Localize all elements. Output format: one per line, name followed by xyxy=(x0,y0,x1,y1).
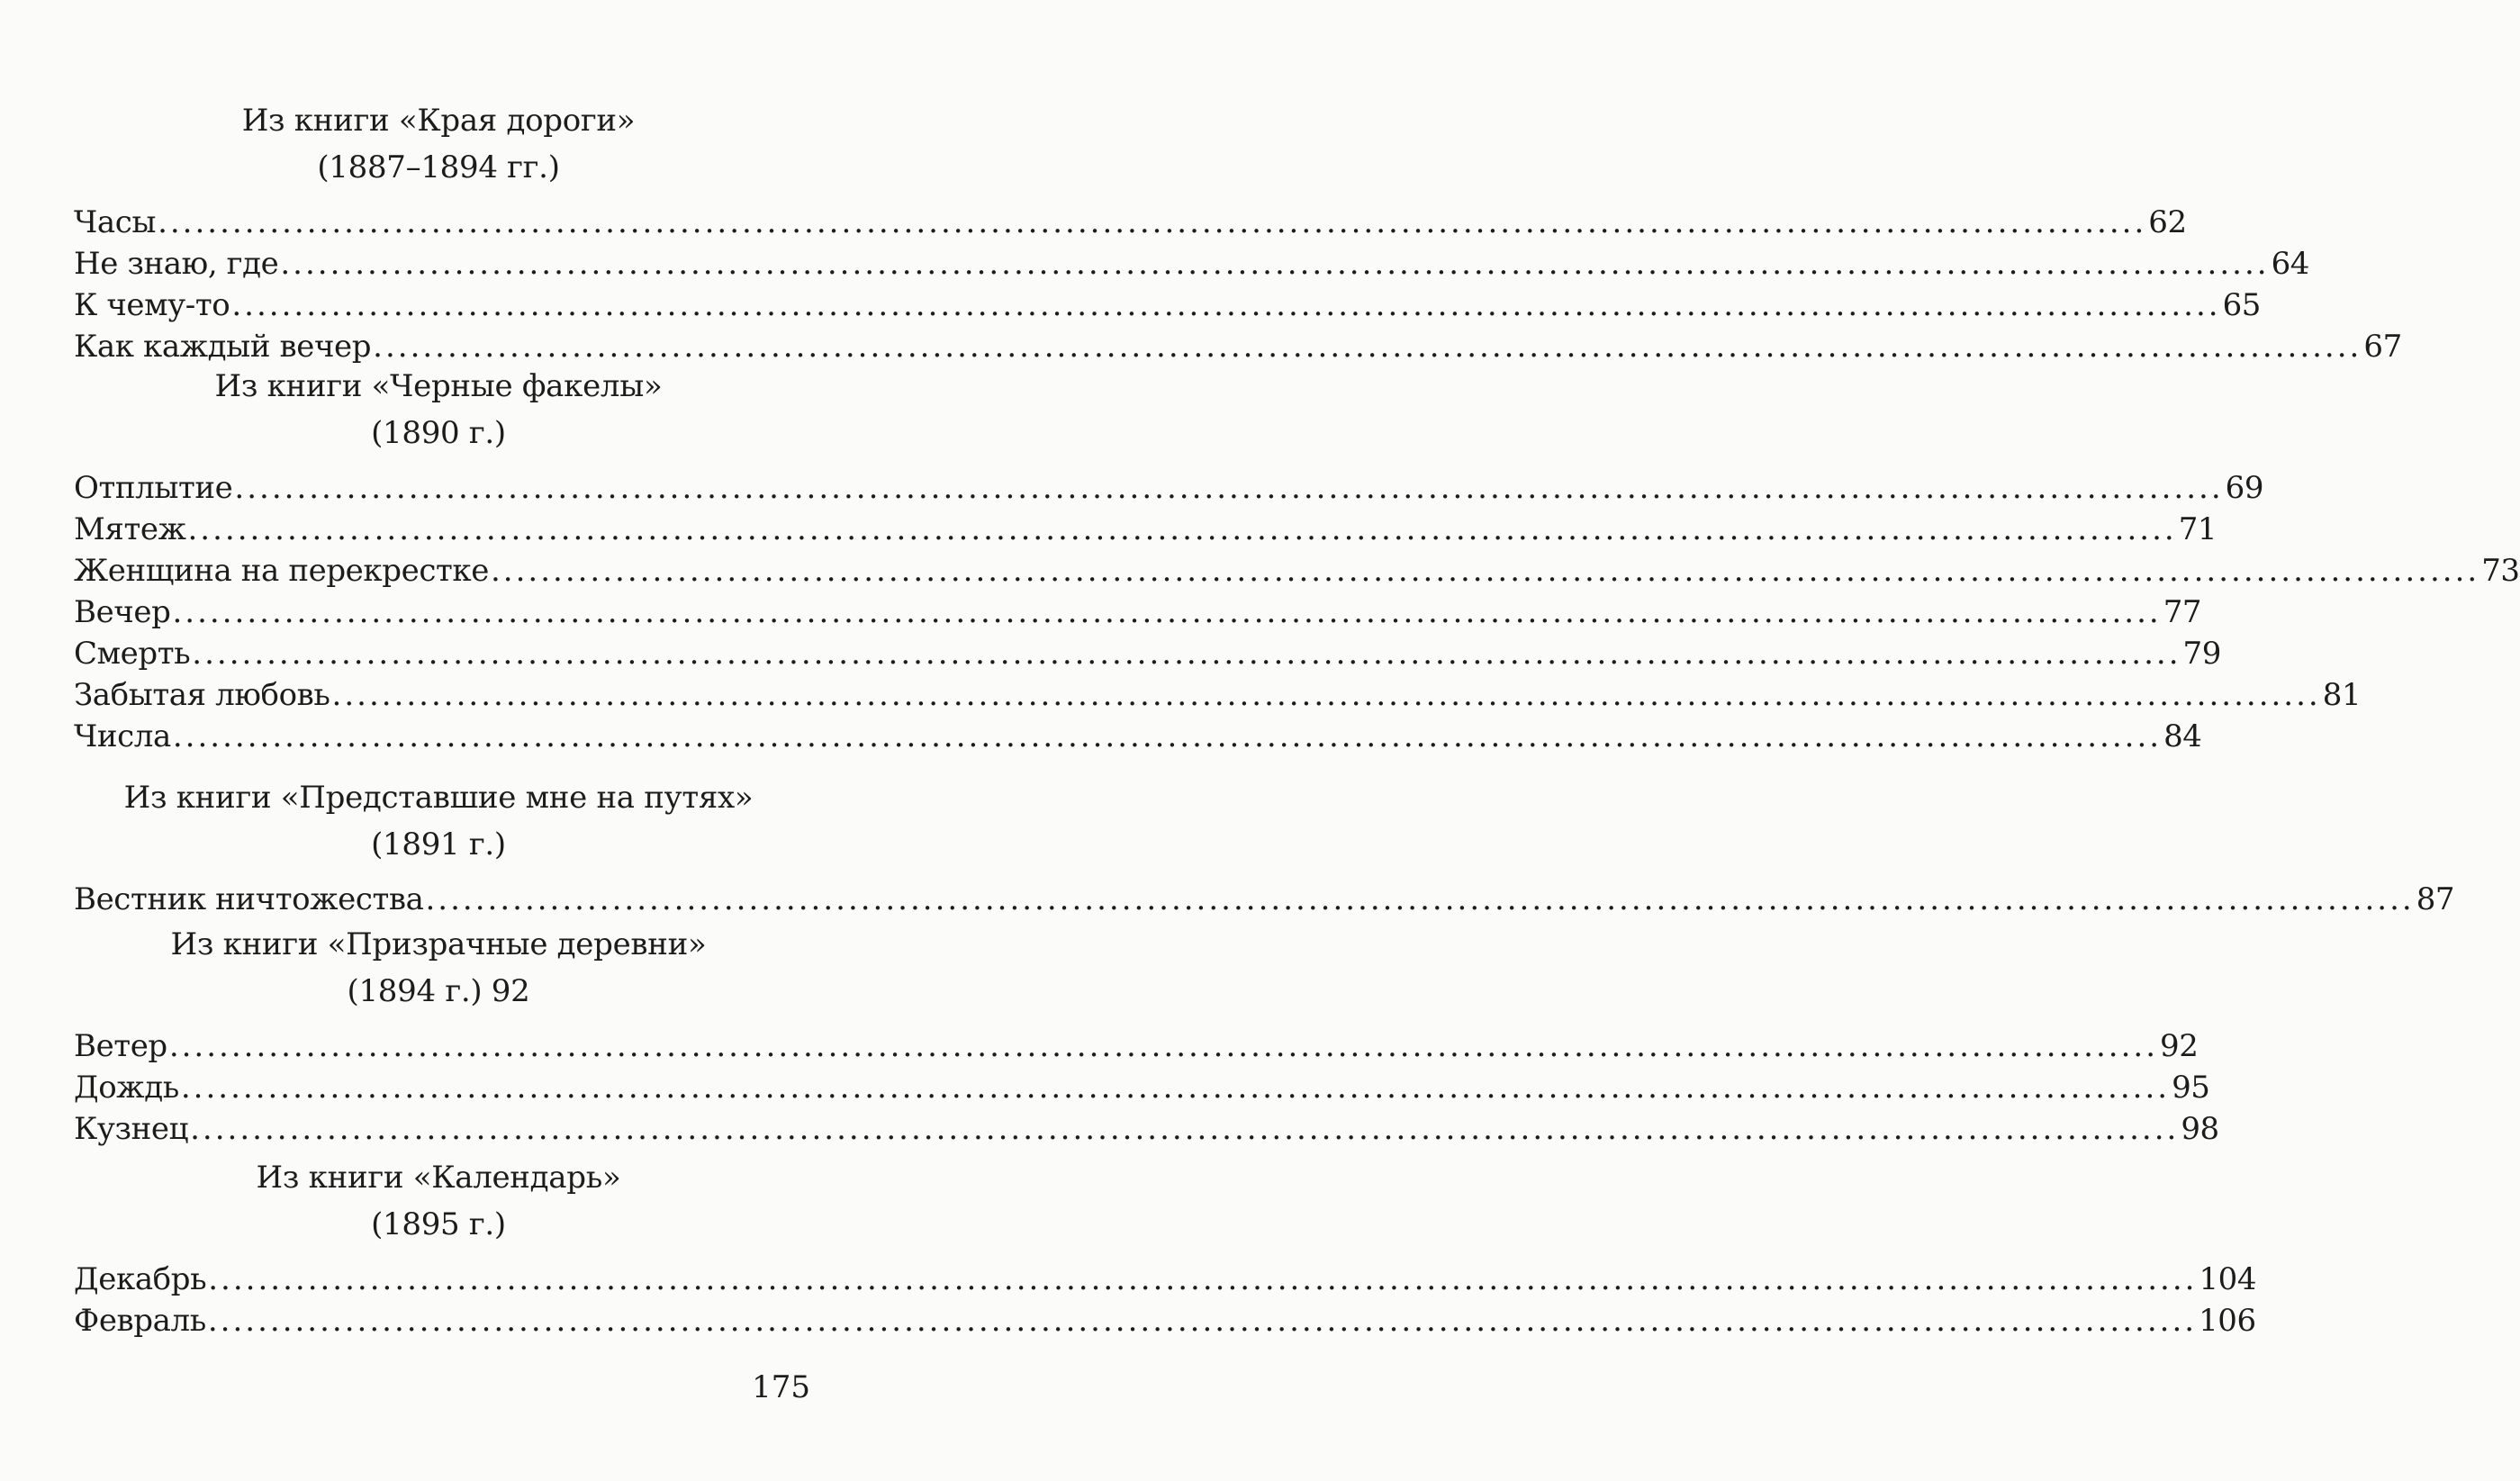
section-years: (1891 г.) xyxy=(371,826,506,862)
section-heading: Из книги «Призрачные деревни» xyxy=(170,926,707,962)
entry-page: 92 xyxy=(2160,1028,2199,1064)
toc-entry xyxy=(74,716,2202,757)
toc-section xyxy=(74,363,2520,757)
dot-leader: ................................................................................................................................................................ xyxy=(207,1303,2198,1339)
entry-page: 69 xyxy=(2225,470,2264,506)
entry-title: Декабрь xyxy=(74,1261,207,1297)
entry-title: Февраль xyxy=(74,1303,206,1339)
toc-entries xyxy=(74,1259,2257,1341)
entry-page: 71 xyxy=(2178,511,2217,547)
dot-leader: ................................................................................................................................................................ xyxy=(373,329,2362,365)
entry-page: 104 xyxy=(2199,1261,2257,1297)
section-years: (1887–1894 гг.) xyxy=(317,149,560,185)
entry-title: Мятеж xyxy=(74,511,186,547)
entry-title: К чему-то xyxy=(74,287,230,323)
toc-entries xyxy=(74,467,2520,757)
entry-title: Забытая любовь xyxy=(74,677,330,713)
dot-leader: ................................................................................................................................................................ xyxy=(331,677,2321,713)
dot-leader: ................................................................................................................................................................ xyxy=(190,1111,2180,1147)
toc-entry xyxy=(74,633,2221,674)
dot-leader: ................................................................................................................................................................ xyxy=(168,1028,2159,1064)
entry-title: Отплытие xyxy=(74,470,233,506)
entry-page: 106 xyxy=(2199,1303,2256,1339)
section-heading: Из книги «Края дороги» xyxy=(241,103,636,139)
toc-entry xyxy=(74,509,2217,550)
entry-title: Смерть xyxy=(74,636,191,672)
section-heading: Из книги «Представшие мне на путях» xyxy=(123,780,754,816)
toc-section xyxy=(74,774,2455,920)
entry-page: 73 xyxy=(2481,553,2520,589)
entry-page: 98 xyxy=(2181,1111,2219,1147)
entry-page: 95 xyxy=(2172,1070,2210,1106)
entry-page: 65 xyxy=(2222,287,2262,323)
entry-title: Дождь xyxy=(74,1070,179,1106)
dot-leader: ................................................................................................................................................................ xyxy=(158,204,2147,240)
toc-entry xyxy=(74,1025,2199,1067)
toc-entry xyxy=(74,1259,2257,1300)
dot-leader: ................................................................................................................................................................ xyxy=(180,1070,2171,1106)
section-heading: Из книги «Черные факелы» xyxy=(214,368,663,404)
toc-entry xyxy=(74,1067,2210,1108)
entry-page: 67 xyxy=(2363,329,2402,365)
entry-page: 81 xyxy=(2322,677,2362,713)
dot-leader: ................................................................................................................................................................ xyxy=(187,511,2177,547)
entry-page: 84 xyxy=(2163,718,2202,754)
entry-page: 77 xyxy=(2163,594,2202,630)
entry-title: Часы xyxy=(74,204,157,240)
entry-title: Как каждый вечер xyxy=(74,329,372,365)
toc-entry xyxy=(74,674,2362,716)
toc-entry xyxy=(74,550,2520,591)
toc-entries xyxy=(74,879,2455,920)
toc-entries xyxy=(74,202,2402,367)
toc-entry xyxy=(74,1108,2219,1150)
entry-title: Кузнец xyxy=(74,1111,189,1147)
toc-entry xyxy=(74,326,2402,367)
entry-page: 79 xyxy=(2182,636,2221,672)
entry-title: Числа xyxy=(74,718,171,754)
entry-title: Вестник ничтожества xyxy=(74,881,424,917)
dot-leader: ................................................................................................................................................................ xyxy=(172,718,2163,754)
entry-title: Не знаю, где xyxy=(74,246,279,282)
toc-section xyxy=(74,97,2402,367)
dot-leader: ................................................................................................................................................................ xyxy=(172,594,2162,630)
toc-entry xyxy=(74,1300,2256,1341)
dot-leader: ................................................................................................................................................................ xyxy=(234,470,2224,506)
section-heading: Из книги «Календарь» xyxy=(256,1160,621,1196)
dot-leader: ................................................................................................................................................................ xyxy=(280,246,2270,282)
section-years: (1890 г.) xyxy=(371,415,506,451)
entry-title: Женщина на перекрестке xyxy=(74,553,489,589)
toc-entry xyxy=(74,879,2455,920)
entry-page: 64 xyxy=(2271,246,2310,282)
toc-section xyxy=(74,1154,2257,1341)
section-years: (1895 г.) xyxy=(371,1206,506,1242)
dot-leader: ................................................................................................................................................................ xyxy=(231,287,2221,323)
dot-leader: ................................................................................................................................................................ xyxy=(490,553,2480,589)
toc-entry xyxy=(74,243,2310,284)
toc-entry xyxy=(74,284,2262,326)
section-years: (1894 г.) 92 xyxy=(347,973,530,1009)
toc-entry xyxy=(74,202,2187,243)
entry-page: 87 xyxy=(2416,881,2455,917)
dot-leader: ................................................................................................................................................................ xyxy=(192,636,2181,672)
dot-leader: ................................................................................................................................................................ xyxy=(425,881,2415,917)
dot-leader: ................................................................................................................................................................ xyxy=(208,1261,2198,1297)
toc-entries xyxy=(74,1025,2219,1150)
toc-entry xyxy=(74,591,2202,633)
entry-page: 62 xyxy=(2148,204,2187,240)
page-number: 175 xyxy=(752,1369,810,1405)
toc-entry xyxy=(74,467,2264,509)
toc-section xyxy=(74,921,2219,1150)
entry-title: Вечер xyxy=(74,594,171,630)
entry-title: Ветер xyxy=(74,1028,167,1064)
